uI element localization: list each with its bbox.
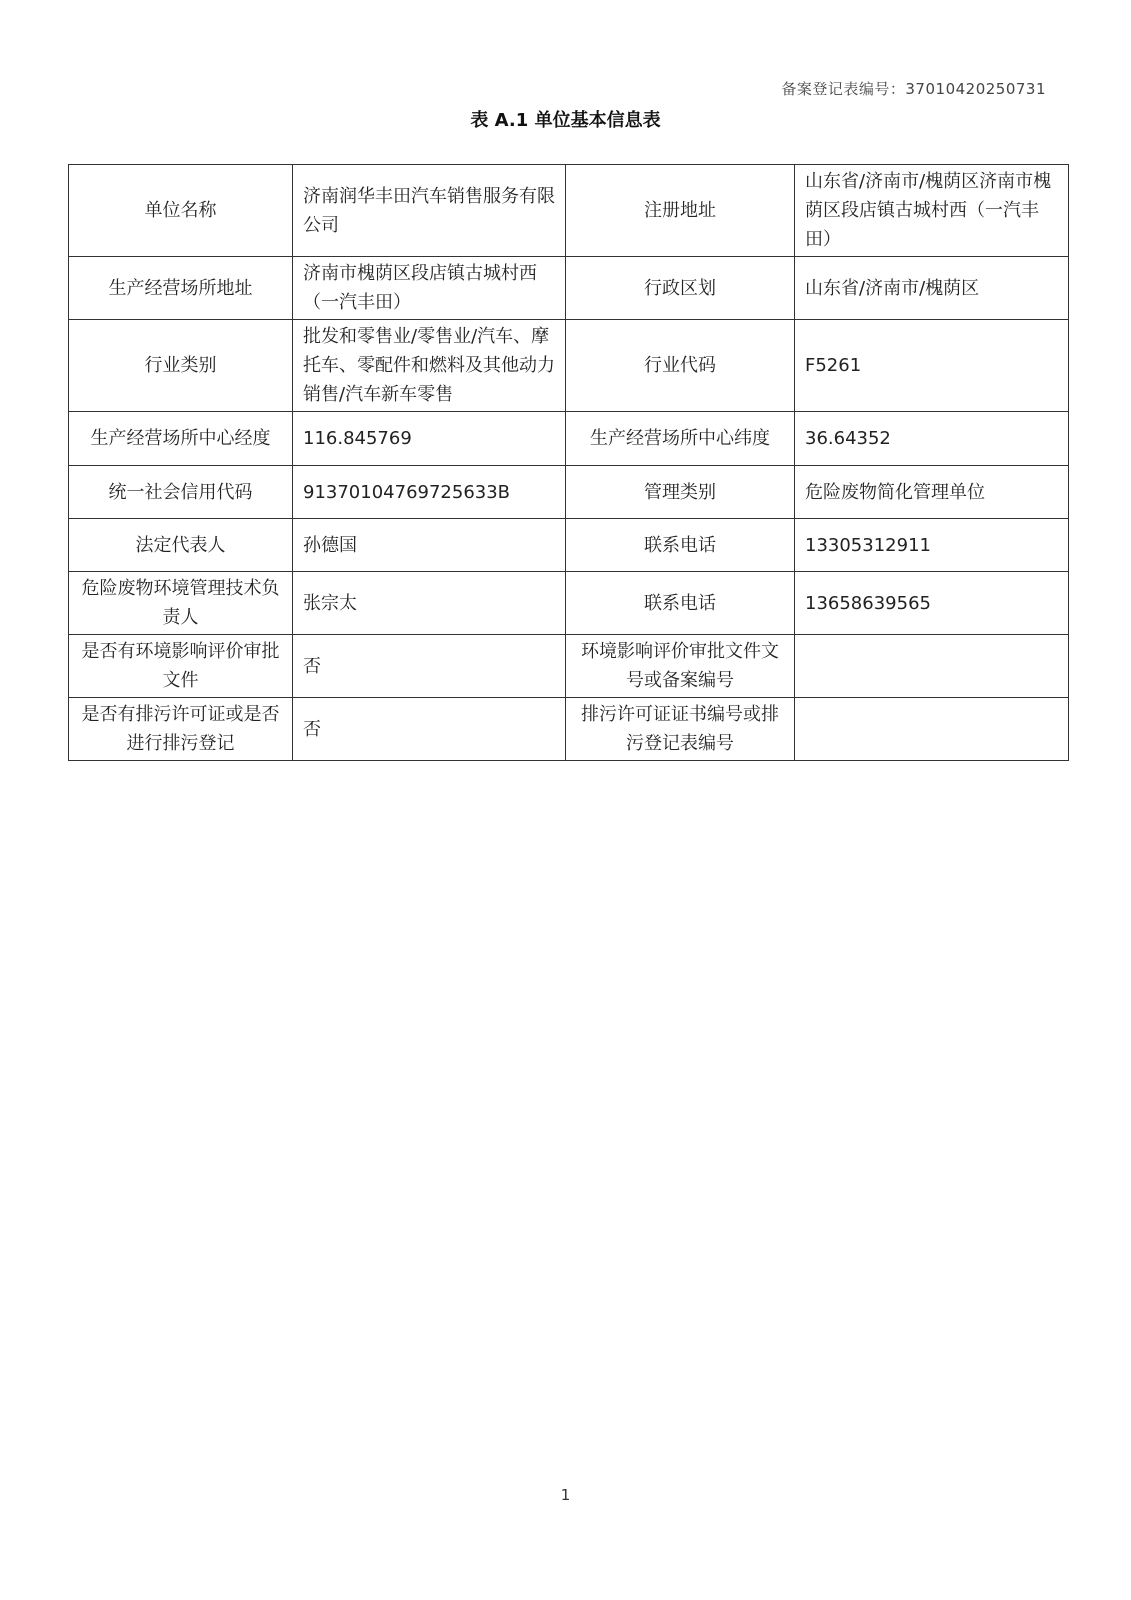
label-longitude: 生产经营场所中心经度 [69, 412, 293, 466]
value-discharge-permit: 否 [293, 698, 566, 761]
label-unit-name: 单位名称 [69, 165, 293, 257]
value-eia-approval: 否 [293, 635, 566, 698]
table-row [69, 412, 1069, 466]
value-phone-2: 13658639565 [795, 572, 1069, 635]
value-eia-doc-no [795, 635, 1069, 698]
value-admin-division: 山东省/济南市/槐荫区 [795, 257, 1069, 320]
value-industry-code: F5261 [795, 320, 1069, 412]
label-industry-category: 行业类别 [69, 320, 293, 412]
label-tech-manager: 危险废物环境管理技术负责人 [69, 572, 293, 635]
table-title: 表 A.1 单位基本信息表 [470, 110, 661, 131]
label-phone: 联系电话 [566, 519, 795, 572]
label-permit-no: 排污许可证证书编号或排污登记表编号 [566, 698, 795, 761]
table-row [69, 466, 1069, 519]
value-site-address: 济南市槐荫区段店镇古城村西（一汽丰田） [293, 257, 566, 320]
table-row [69, 572, 1069, 635]
value-permit-no [795, 698, 1069, 761]
value-industry-category: 批发和零售业/零售业/汽车、摩托车、零配件和燃料及其他动力销售/汽车新车零售 [293, 320, 566, 412]
table-row [69, 635, 1069, 698]
label-site-address: 生产经营场所地址 [69, 257, 293, 320]
table-row [69, 320, 1069, 412]
table-row [69, 519, 1069, 572]
value-management-category: 危险废物简化管理单位 [795, 466, 1069, 519]
value-longitude: 116.845769 [293, 412, 566, 466]
label-management-category: 管理类别 [566, 466, 795, 519]
label-latitude: 生产经营场所中心纬度 [566, 412, 795, 466]
label-credit-code: 统一社会信用代码 [69, 466, 293, 519]
label-registered-address: 注册地址 [566, 165, 795, 257]
label-eia-doc-no: 环境影响评价审批文件文号或备案编号 [566, 635, 795, 698]
page-number: 1 [560, 1486, 571, 1504]
table-row [69, 165, 1069, 257]
value-legal-rep: 孙德国 [293, 519, 566, 572]
value-registered-address: 山东省/济南市/槐荫区济南市槐荫区段店镇古城村西（一汽丰田） [795, 165, 1069, 257]
table-row [69, 257, 1069, 320]
registration-number: 备案登记表编号：37010420250731 [781, 80, 1046, 98]
value-phone: 13305312911 [795, 519, 1069, 572]
value-tech-manager: 张宗太 [293, 572, 566, 635]
value-credit-code: 91370104769725633B [293, 466, 566, 519]
value-latitude: 36.64352 [795, 412, 1069, 466]
label-legal-rep: 法定代表人 [69, 519, 293, 572]
label-phone-2: 联系电话 [566, 572, 795, 635]
label-industry-code: 行业代码 [566, 320, 795, 412]
label-discharge-permit: 是否有排污许可证或是否进行排污登记 [69, 698, 293, 761]
value-unit-name: 济南润华丰田汽车销售服务有限公司 [293, 165, 566, 257]
table-row [69, 698, 1069, 761]
label-eia-approval: 是否有环境影响评价审批文件 [69, 635, 293, 698]
unit-basic-info-table [68, 164, 1069, 761]
label-admin-division: 行政区划 [566, 257, 795, 320]
